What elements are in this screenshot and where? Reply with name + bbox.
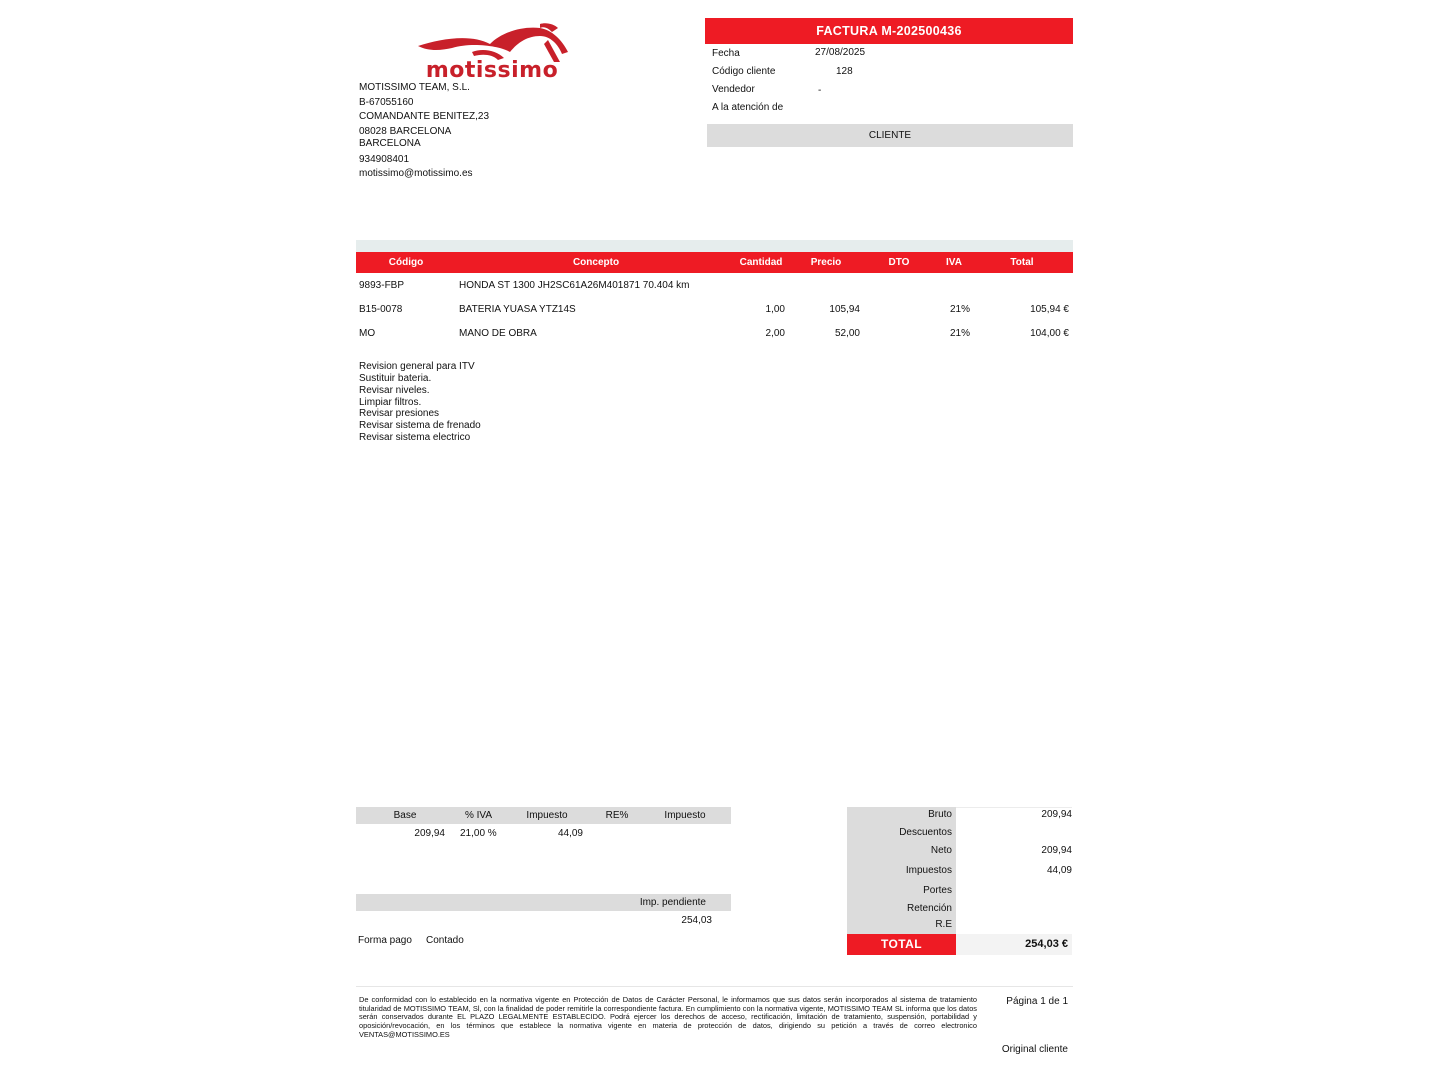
col-total: Total (1010, 257, 1034, 268)
logo-wordmark: motissimo (425, 58, 559, 83)
row-iva: 21% (949, 328, 970, 339)
row-cantidad: 1,00 (765, 304, 785, 315)
cliente-section-header: CLIENTE (707, 124, 1073, 147)
tax-col-base: Base (393, 810, 417, 821)
tax-iva-pct-value: 21,00 % (460, 828, 497, 839)
pendiente-bar (356, 894, 731, 911)
atencion-label: A la atención de (712, 102, 784, 113)
company-phone: 934908401 (359, 154, 410, 165)
row-iva: 21% (949, 304, 970, 315)
row-cantidad: 2,00 (765, 328, 785, 339)
fecha-label: Fecha (712, 48, 740, 59)
descuentos-label: Descuentos (899, 827, 952, 838)
vendedor-value: - (818, 85, 822, 96)
forma-pago-label: Forma pago (358, 935, 412, 946)
col-dto: DTO (888, 257, 910, 268)
pendiente-label: Imp. pendiente (639, 897, 706, 908)
fecha-value: 27/08/2025 (815, 47, 866, 58)
tax-col-impuesto: Impuesto (526, 810, 568, 821)
col-precio: Precio (810, 257, 842, 268)
row-codigo: MO (359, 328, 376, 339)
row-concepto: MANO DE OBRA (459, 328, 537, 339)
note-line: Sustituir bateria. (359, 373, 432, 384)
vendedor-label: Vendedor (712, 84, 755, 95)
note-line: Revisar presiones (359, 408, 440, 419)
re-label: R.E (935, 919, 952, 930)
retencion-label: Retención (906, 903, 952, 914)
tax-summary-header (356, 807, 731, 824)
total-label: TOTAL (847, 934, 956, 955)
row-total: 104,00 € (1030, 328, 1069, 339)
company-address: COMANDANTE BENITEZ,23 (359, 111, 490, 122)
company-logo (412, 22, 572, 84)
table-row (356, 304, 1073, 318)
neto-value: 209,94 (1041, 845, 1072, 856)
table-row (356, 328, 1073, 342)
impuestos-label: Impuestos (905, 865, 952, 876)
col-codigo: Código (388, 257, 424, 268)
company-name: MOTISSIMO TEAM, S.L. (359, 82, 470, 93)
neto-label: Neto (930, 845, 952, 856)
total-value: 254,03 € (1025, 938, 1068, 950)
col-cantidad: Cantidad (739, 257, 783, 268)
note-line: Revisar sistema electrico (359, 432, 471, 443)
company-province: BARCELONA (359, 138, 421, 149)
row-concepto: BATERIA YUASA YTZ14S (459, 304, 576, 315)
note-line: Revisar sistema de frenado (359, 420, 481, 431)
portes-label: Portes (923, 885, 952, 896)
row-concepto: HONDA ST 1300 JH2SC61A26M401871 70.404 km (459, 280, 690, 291)
col-concepto: Concepto (572, 257, 620, 268)
impuestos-value: 44,09 (1046, 865, 1072, 876)
tax-col-re-pct: RE% (605, 810, 629, 821)
items-table-header (356, 252, 1073, 273)
note-line: Revisar niveles. (359, 385, 430, 396)
tax-impuesto-value: 44,09 (557, 828, 583, 839)
col-iva: IVA (946, 257, 962, 268)
company-postal-city: 08028 BARCELONA (359, 126, 452, 137)
company-tax-id: B-67055160 (359, 97, 414, 108)
legal-notice: De conformidad con lo establecido en la normativa vigente en Protección de Datos de Carácter Personal, le informamos que sus datos serán incorporados al sistema de tratamiento titularidad de MOTISSIMO TEAM, Sl, con la finalidad de poder remitirle la correspondiente factura. En cumplimiento con la normativa vigente, MOTISSIMO TEAM SL informa que los datos serán conservados durante EL PLAZO LEGALMENTE ESTABLECIDO. Podrá ejercer los derechos de acceso, rectificación, limitación de tratamiento, suspensión, portabilidad y oposición/revocación, en los términos que establece la normativa vigente en materia de protección de datos, dirigiendo su petición a través de correo electronico VENTAS@MOTISSIMO.ES (359, 995, 977, 1039)
row-precio: 52,00 (834, 328, 860, 339)
totals-divider (956, 807, 1072, 808)
row-precio: 105,94 (829, 304, 860, 315)
table-row (356, 280, 1073, 294)
note-line: Limpiar filtros. (359, 397, 422, 408)
row-codigo: B15-0078 (359, 304, 403, 315)
table-top-strip (356, 240, 1073, 252)
forma-pago-value: Contado (426, 935, 464, 946)
note-line: Revision general para ITV (359, 361, 475, 372)
tax-col-impuesto-re: Impuesto (664, 810, 706, 821)
footer-divider (356, 986, 1073, 987)
copy-label: Original cliente (1001, 1044, 1068, 1055)
row-codigo: 9893-FBP (359, 280, 405, 291)
codigo-cliente-value: 128 (836, 66, 853, 77)
tax-base-value: 209,94 (414, 828, 445, 839)
company-email[interactable]: motissimo@motissimo.es (359, 168, 473, 179)
invoice-title: FACTURA M-202500436 (705, 18, 1073, 44)
row-total: 105,94 € (1030, 304, 1069, 315)
bruto-value: 209,94 (1041, 809, 1072, 820)
pendiente-value: 254,03 (681, 915, 712, 926)
bruto-label: Bruto (928, 809, 952, 820)
tax-col-iva-pct: % IVA (464, 810, 493, 821)
codigo-cliente-label: Código cliente (712, 66, 776, 77)
page-number: Página 1 de 1 (1006, 996, 1068, 1007)
totals-labels-panel (847, 807, 956, 934)
